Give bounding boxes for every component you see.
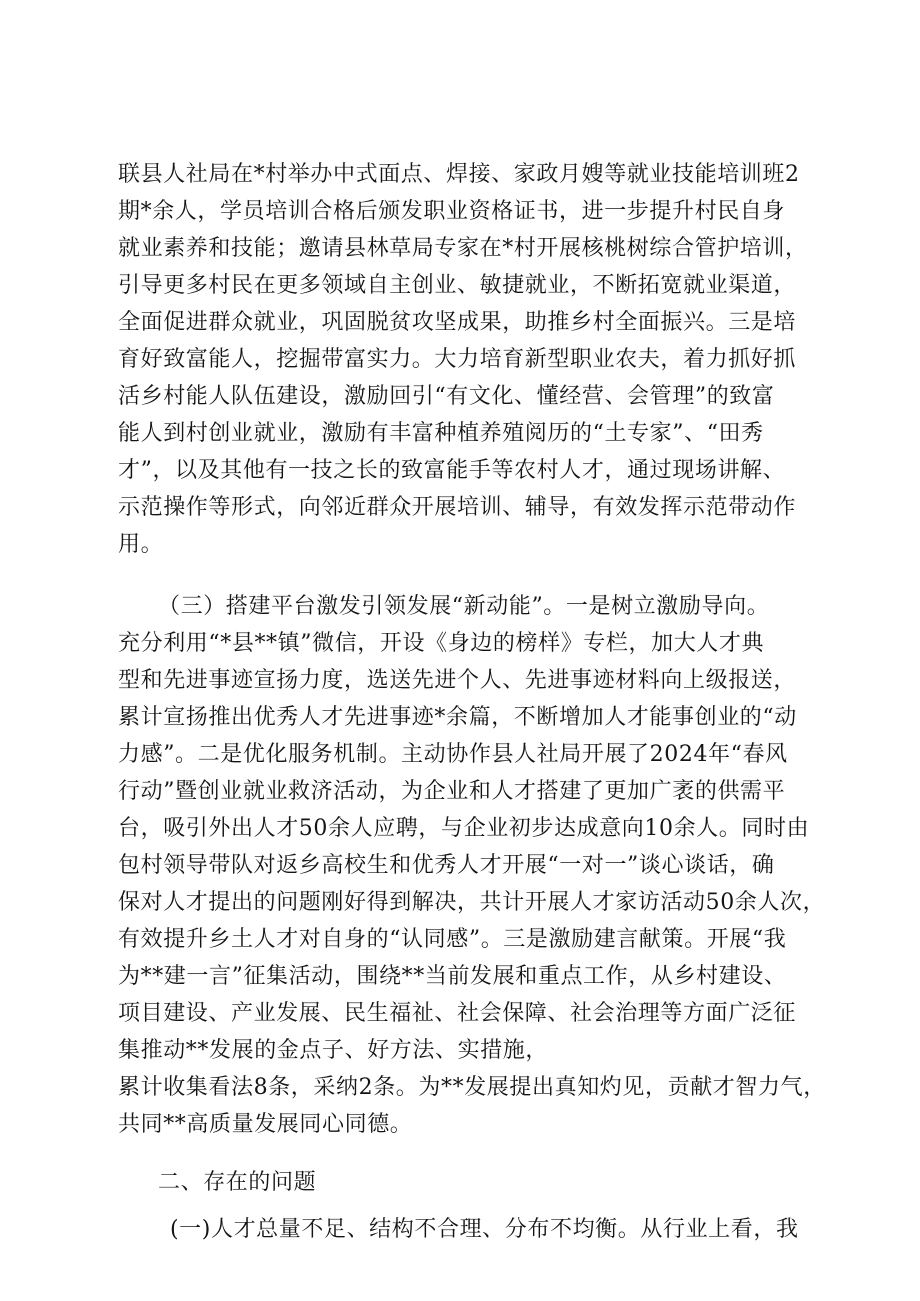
paragraph-line: 保对人才提出的问题刚好得到解决，共计开展人才家访活动50余人次， [118,890,826,915]
paragraph-line: 才”，以及其他有一技之长的致富能手等农村人才，通过现场讲解、 [118,458,786,483]
paragraph-line: 累计收集看法8条，采纳2条。为**发展提出真知灼见，贡献才智力气， [118,1075,826,1100]
paragraph-line: 台，吸引外出人才50余人应聘，与企业初步达成意向10余人。同时由 [118,816,810,841]
paragraph-line: 有效提升乡土人才对自身的“认同感”。三是激励建言献策。开展“我 [118,927,787,952]
section-heading: 二、存在的问题 [158,1170,317,1195]
paragraph-line: 就业素养和技能；邀请县林草局专家在*村开展核桃树综合管护培训， [118,236,808,261]
paragraph-line: 共同**高质量发展同心同德。 [118,1112,413,1137]
paragraph-line: 集推动**发展的金点子、好方法、实措施， [118,1038,549,1063]
paragraph-line: 行动”暨创业就业救济活动，为企业和人才搭建了更加广袤的供需平 [118,779,786,804]
paragraph-line: 期*余人，学员培训合格后颁发职业资格证书，进一步提升村民自身 [118,199,786,224]
paragraph-line: 用。 [118,532,164,557]
section-subheading: (一)人才总量不足、结构不合理、分布不均衡。从行业上看，我 [170,1217,799,1242]
paragraph-line: 项目建设、产业发展、民生福祉、社会保障、社会治理等方面广泛征 [118,1001,797,1026]
paragraph-line: 活乡村能人队伍建设，激励回引“有文化、懂经营、会管理”的致富 [118,384,775,409]
paragraph-line: 充分利用“*县**镇”微信，开设《身边的榜样》专栏，加大人才典 [118,631,765,656]
paragraph-line: 累计宣扬推出优秀人才先进事迹*余篇，不断增加人才能事创业的“动 [118,705,797,730]
paragraph-line: 力感”。二是优化服务机制。主动协作县人社局开展了2024年“春风 [118,742,788,767]
paragraph-line: 引导更多村民在更多领域自主创业、敏捷就业，不断拓宽就业渠道， [118,273,797,298]
paragraph-line: 型和先进事迹宣扬力度，选送先进个人、先进事迹材料向上级报送， [118,668,797,693]
paragraph-line: 育好致富能人，挖掘带富实力。大力培育新型职业农夫，着力抓好抓 [118,347,797,372]
paragraph-line: 为**建一言”征集活动，围绕**当前发展和重点工作，从乡村建设、 [118,964,787,989]
paragraph-line: 包村领导带队对返乡高校生和优秀人才开展“一对一”谈心谈话，确 [118,853,775,878]
paragraph-line: 示范操作等形式，向邻近群众开展培训、辅导，有效发挥示范带动作 [118,495,797,520]
section-subheading: （三）搭建平台激发引领发展“新动能”。一是树立激励导向。 [158,594,770,619]
paragraph-line: 全面促进群众就业，巩固脱贫攻坚成果，助推乡村全面振兴。三是培 [118,310,797,335]
paragraph-line: 能人到村创业就业，激励有丰富种植养殖阅历的“土专家”、“田秀 [118,421,764,446]
paragraph-line: 联县人社局在*村举办中式面点、焊接、家政月嫂等就业技能培训班2 [118,162,800,187]
